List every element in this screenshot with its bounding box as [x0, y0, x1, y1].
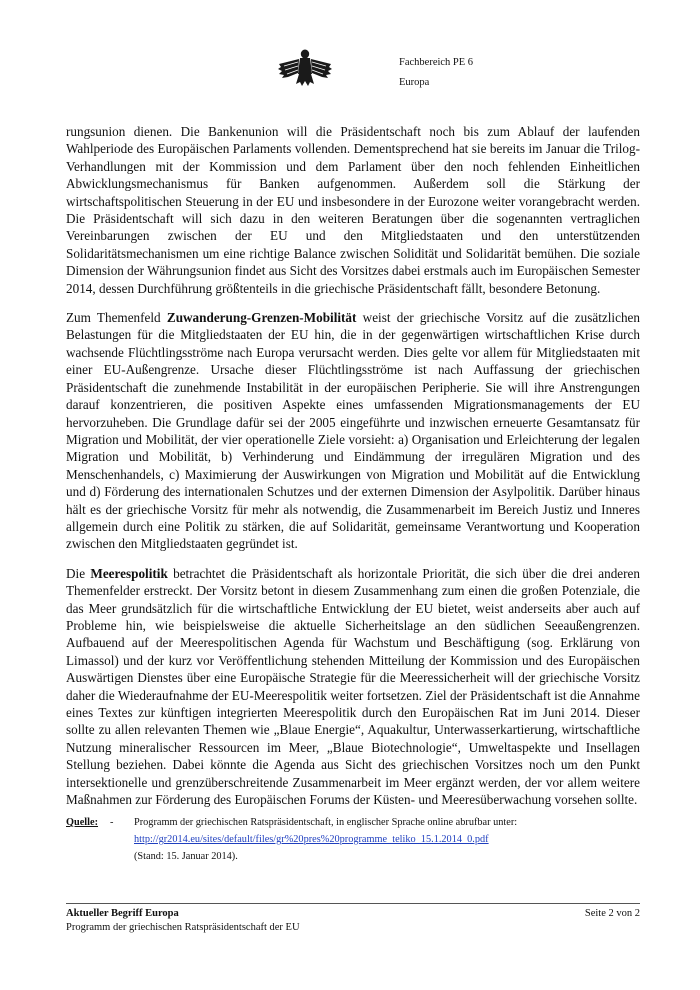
source-description: Programm der griechischen Ratspräsidentschaft, in englischer Sprache online abrufbar unter:	[134, 817, 518, 828]
footer-title: Aktueller Begriff Europa	[66, 908, 179, 919]
footer-subtitle: Programm der griechischen Ratspräsidentschaft der EU	[66, 922, 300, 933]
source-dash: -	[110, 817, 114, 828]
source-link[interactable]: http://gr2014.eu/sites/default/files/gr%20pres%20programme_teliko_15.1.2014_0.pdf	[134, 834, 489, 845]
source-date: (Stand: 15. Januar 2014).	[134, 851, 238, 862]
topic-heading-zuwanderung: Zuwanderung-Grenzen-Mobilität	[166, 310, 357, 326]
page-number: Seite 2 von 2	[584, 908, 640, 919]
footer-divider	[66, 903, 640, 904]
department-area: Europa	[399, 77, 430, 88]
department-name: Fachbereich PE 6	[399, 57, 474, 68]
paragraph-zuwanderung	[66, 309, 640, 553]
paragraph-meerespolitik	[66, 565, 640, 809]
article-body	[66, 123, 640, 808]
paragraph-text: betrachtet die Präsidentschaft als horizontale Priorität, die sich über die drei anderen Themenfelder erstreckt. Der Vorsitz betont in diesem Zusammenhang zum einen die großen Potenziale, die das Meer grundsätzlich für die wirtschaftliche Entwicklung der EU bietet, weist anderseits aber auch auf Probleme hin, wie beispielsweise die aktuelle Sicherheitslage an den südlichen Seeaußengrenzen. Aufbauend auf der Meerespolitischen Agenda für Wachstum und Beschäftigung (sog. Erklärung von Limassol) und der kurz vor Veröffentlichung stehenden Mitteilung der Kommission und des Europäischen Auswärtigen Dienstes über eine Europäische Strategie für die Meeressicherheit will der griechische Vorsitz daher die Wiederaufnahme der EU-Meerespolitik weiter fortsetzen. Ziel der Präsidentschaft ist die Annahme eines Textes zur künftigen integrierten Meerespolitik durch den Europäischen Rat im Juni 2014. Dieser sollte zu allen relevanten Themen wie „Blaue Energie“, Aquakultur, Unterwasserkartierung, wirtschaftliche Nutzung mineralischer Ressourcen im Meer, „Blaue Biotechnologie“, Umweltaspekte und Insellagen Stellung beziehen. Dabei könnte die Agenda aus Sicht des griechischen Vorsitzes noch um den Punkt intersektionelle und grenzüberschreitende Zusammenarbeit im Meer ergänzt werden, der vor allem weitere Maßnahmen zur Förderung des Europäischen Forums der Küsten- und Meeresüberwachung vorsehen sollte.	[66, 565, 640, 808]
paragraph-text: weist der griechische Vorsitz auf die zusätzlichen Belastungen für die Mitgliedstaaten der EU hin, die in der gegenwärtigen wirtschaftlichen Krise durch wachsende Flüchtlingsströme nach Europa verursacht werden. Dies gelte vor allem für Mitgliedstaaten mit einer EU-Außengrenze. Ursache dieser Flüchtlingsströme ist nach Auffassung der griechischen Präsidentschaft die zunehmende Instabilität in der europäischen Peripherie. Sie will ihre Anstrengungen darauf konzentrieren, die positiven Aspekte eines umfassenden Migrationsmanagements der EU hervorzuheben. Die Grundlage dafür sei der 2005 eingeführte und inzwischen erneuerte Gesamtansatz für Migration und Mobilität, der vier operationelle Ziele vorsieht: a) Organisation und Erleichterung der legalen Migration und Mobilität, b) Verhinderung und Eindämmung der irregulären Migration und des Menschenhandels, c) Maximierung der Auswirkungen von Migration und Mobilität auf die Entwicklung und d) Förderung des internationalen Schutzes und der externen Dimension der Asylpolitik. Darüber hinaus hält es der griechische Vorsitz für mehr als notwendig, die Zusammenarbeit im Bereich Justiz und Inneres allgemein durch eine Politik zu stärken, die auf Solidarität, gemeinsame Verantwortung und Kooperation zwischen den Mitgliedstaaten gegründet ist.	[66, 310, 640, 552]
bundestag-eagle-logo	[276, 44, 334, 88]
source-label: Quelle:	[66, 817, 99, 828]
topic-heading-meerespolitik: Meerespolitik	[90, 565, 168, 581]
paragraph-waehrungsunion: rungsunion dienen. Die Bankenunion will die Präsidentschaft noch bis zum Ablauf der laufenden Wahlperiode des Europäischen Parlaments vollenden. Dementsprechend hat sie bereits im Januar die Trilog-Verhandlungen mit der Kommission und dem Parlament über den noch fehlenden Einheitlichen Abwicklungsmechanismus für Banken aufgenommen. Außerdem soll die Stärkung der wirtschaftspolitischen Steuerung in der EU und insbesondere in der Eurozone weiter vorangebracht werden. Die Präsidentschaft will sich dazu in den weiteren Beratungen über die sogenannten vertraglichen Vereinbarungen zwischen der EU und den Mitgliedstaaten und den unterstützenden Solidaritätsmechanismen um eine richtige Balance zwischen Solidität und Solidarität bemühen. Die soziale Dimension der Währungsunion findet aus Sicht des Vorsitzes dabei erstmals auch im Europäischen Semester 2014, dessen Durchführung größtenteils in die griechische Präsidentschaft fällt, besondere Betonung.	[66, 124, 640, 296]
department-header	[399, 53, 473, 93]
paragraph-intro: Zum Themenfeld	[66, 310, 167, 326]
paragraph-intro: Die	[66, 565, 91, 581]
